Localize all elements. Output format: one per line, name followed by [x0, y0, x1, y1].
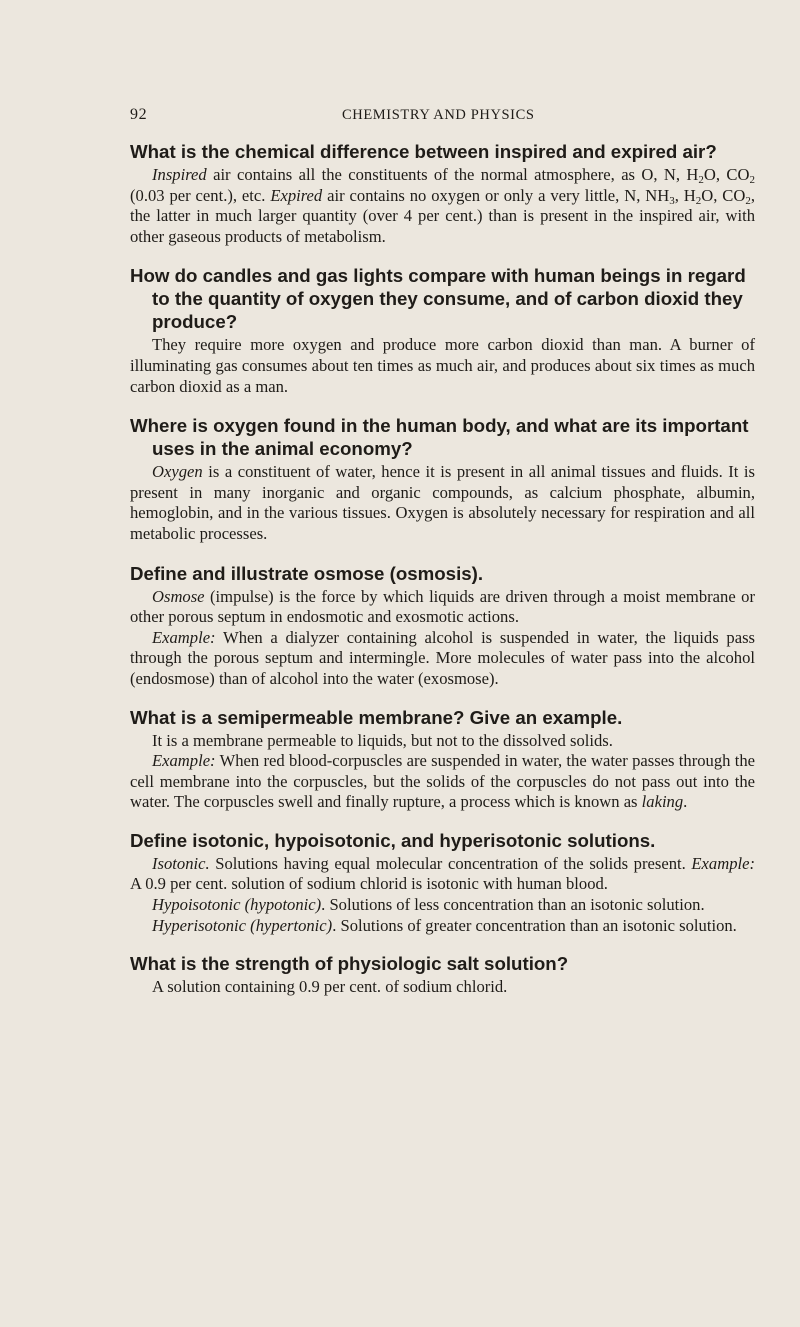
answer-text: . Solutions of less concentration than an isotonic solution.	[321, 895, 705, 915]
term-hypotonic: (hypotonic)	[244, 895, 322, 915]
term-expired: Expired	[270, 185, 323, 205]
qa-inspired-expired	[130, 140, 755, 247]
answer-text: .	[683, 792, 688, 812]
answer-text: air contains no oxygen or only a very little, N, NH	[322, 185, 670, 205]
qa-semipermeable-membrane	[130, 706, 755, 813]
qa-oxygen-uses	[130, 414, 755, 544]
example-text: When a dialyzer containing alcohol is suspended in water, the liquids pass through the porous septum and intermingle. More molecules of water pass into the alcohol (endosmose) than of alcohol into the water (exosmose).	[130, 627, 755, 688]
term-hypoisotonic: Hypoisotonic	[152, 895, 241, 915]
question: What is a semipermeable membrane? Give an example.	[130, 706, 623, 728]
answer-text: , H	[674, 185, 696, 205]
question: What is the chemical difference between inspired and expired air?	[130, 141, 717, 162]
question: Where is oxygen found in the human body, and what are its important uses in the animal economy?	[130, 415, 749, 460]
definition-isotonic	[130, 854, 755, 895]
answer-text: , the latter in much larger quantity (over 4 per cent.) than is present in the inspired air, with other gaseous products of metabolism.	[130, 185, 756, 246]
answer-text: Solutions having equal molecular concentration of the solids present.	[209, 853, 692, 873]
term-laking: laking	[641, 792, 684, 812]
example	[130, 628, 755, 690]
answer	[130, 165, 755, 247]
answer: They require more oxygen and produce more carbon dioxid than man. A burner of illuminating gas consumes about ten times as much air, and produces about six times as much carbon dioxid as a man.	[130, 335, 755, 396]
answer-text: . Solutions of greater concentration than an isotonic solution.	[332, 915, 737, 935]
qa-candles-gas-lights	[130, 264, 755, 397]
qa-physiologic-salt	[130, 952, 755, 998]
subscript: 2	[745, 194, 751, 207]
answer	[130, 587, 755, 628]
example-label: Example:	[152, 627, 216, 647]
term-hypertonic: (hypertonic)	[250, 915, 333, 935]
answer-text: is a constituent of water, hence it is present in all animal tissues and fluids. It is present in many inorganic and organic compounds, as calcium phosphate, albumin, hemoglobin, and in the various tissues. Oxygen is absolutely necessary for respiration and all metabolic processes.	[130, 462, 755, 543]
example-text: A 0.9 per cent. solution of sodium chlorid is isotonic with human blood.	[130, 874, 608, 894]
answer-text: (impulse) is the force by which liquids are driven through a moist membrane or other porous septum in endosmotic and exosmotic actions.	[130, 586, 755, 627]
subscript: 2	[698, 174, 704, 186]
term-osmose: Osmose	[152, 586, 205, 606]
term-oxygen: Oxygen	[152, 462, 203, 482]
subscript: 2	[695, 194, 702, 207]
answer-text: (0.03 per cent.), etc.	[130, 185, 271, 205]
definition-hypoisotonic	[130, 895, 755, 916]
term-inspired: Inspired	[152, 165, 207, 184]
example-label: Example:	[691, 853, 755, 873]
example	[130, 751, 755, 813]
answer-text: O, CO	[701, 185, 746, 205]
running-title: CHEMISTRY AND PHYSICS	[342, 107, 535, 123]
subscript: 2	[749, 174, 755, 186]
page-content	[130, 98, 755, 998]
question: What is the strength of physiologic salt solution?	[130, 953, 569, 975]
question: Define isotonic, hypoisotonic, and hyperisotonic solutions.	[130, 829, 656, 851]
answer: It is a membrane permeable to liquids, but not to the dissolved solids.	[152, 730, 613, 750]
answer-text: O, CO	[703, 165, 750, 184]
running-header	[130, 98, 755, 124]
subscript: 3	[669, 194, 675, 207]
question: Define and illustrate osmose (osmosis).	[130, 562, 484, 584]
answer: A solution containing 0.9 per cent. of sodium chlorid.	[152, 977, 508, 997]
definition-hyperisotonic	[130, 916, 755, 937]
qa-isotonic-solutions	[130, 829, 755, 936]
question: How do candles and gas lights compare with human beings in regard to the quantity of oxygen they consume, and of carbon dioxid they produce?	[130, 265, 746, 333]
page-number: 92	[130, 106, 148, 123]
term-hyperisotonic: Hyperisotonic	[152, 915, 247, 935]
example-text: When red blood-corpuscles are suspended in water, the water passes through the cell membrane into the corpuscles, but the solids of the corpuscles do not pass out into the water. The corpuscles swell and finally rupture, a process which is known as	[130, 751, 755, 812]
answer-text: air contains all the constituents of the normal atmosphere, as O, N, H	[206, 165, 699, 184]
answer	[130, 462, 755, 544]
term-isotonic: Isotonic.	[152, 853, 210, 873]
qa-osmose	[130, 562, 755, 690]
example-label: Example:	[152, 751, 216, 771]
